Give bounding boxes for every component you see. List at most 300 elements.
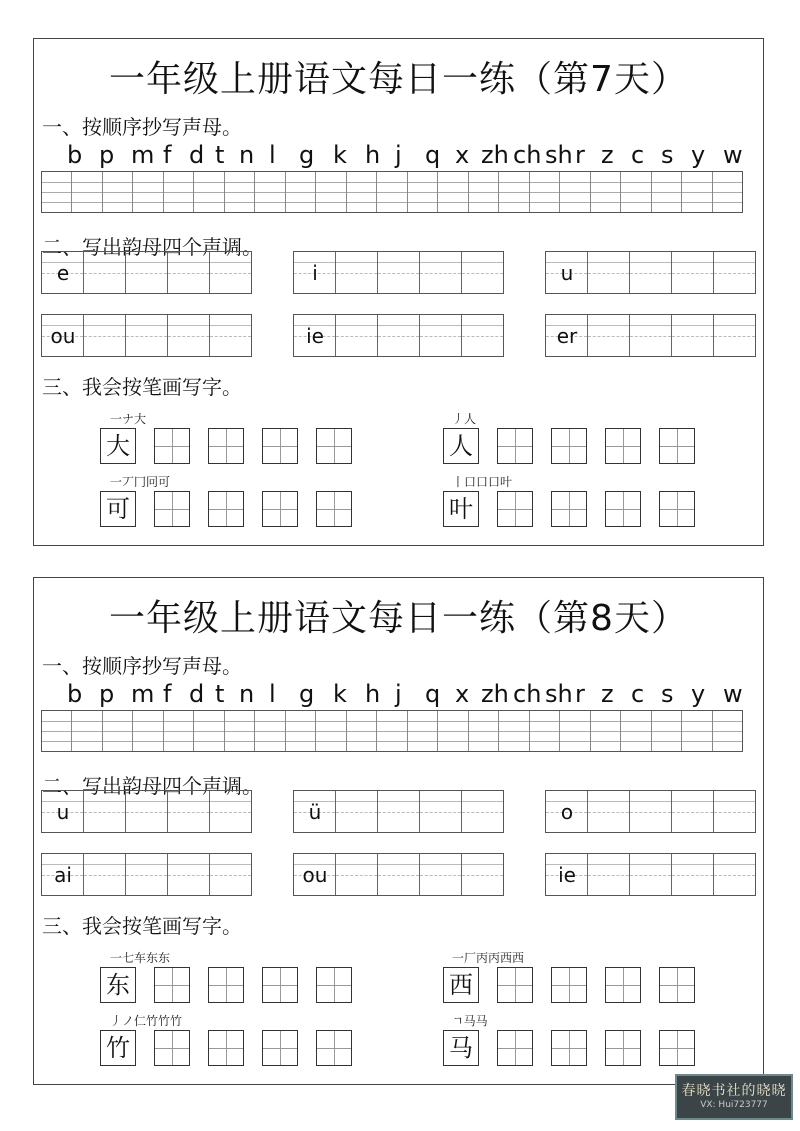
- grid-cell[interactable]: [254, 172, 284, 212]
- practice-char-box[interactable]: [154, 428, 190, 464]
- guide-line: [316, 741, 345, 742]
- tone-cell[interactable]: [377, 252, 419, 293]
- grid-cell[interactable]: [315, 711, 345, 751]
- guide-line: [672, 864, 713, 865]
- tone-cell[interactable]: [209, 252, 251, 293]
- tone-cell[interactable]: [419, 854, 461, 895]
- section-heading-tones: 二、写出韵母四个声调。: [42, 235, 262, 259]
- tian-guide-v: [515, 968, 516, 1002]
- consonant-letter: s: [661, 141, 674, 169]
- guide-line: [378, 812, 419, 813]
- vowel-tone-box[interactable]: [545, 853, 756, 896]
- grid-cell[interactable]: [71, 711, 101, 751]
- practice-char-box[interactable]: [208, 1030, 244, 1066]
- guide-line: [408, 182, 437, 183]
- guide-line: [462, 864, 503, 865]
- guide-line: [682, 182, 711, 183]
- guide-line: [210, 273, 251, 274]
- guide-line: [462, 325, 503, 326]
- guide-line: [286, 741, 315, 742]
- sample-char: 马: [444, 1031, 478, 1065]
- consonant-letter: y: [691, 680, 706, 708]
- guide-line: [621, 721, 650, 722]
- grid-cell[interactable]: [315, 172, 345, 212]
- tone-cell[interactable]: [83, 252, 125, 293]
- guide-line: [682, 202, 711, 203]
- practice-char-box[interactable]: [316, 428, 352, 464]
- practice-char-box[interactable]: [316, 967, 352, 1003]
- guide-line: [347, 741, 376, 742]
- consonant-letter: x: [455, 141, 470, 169]
- grid-cell[interactable]: [712, 172, 742, 212]
- tone-cell[interactable]: [125, 252, 167, 293]
- guide-line: [621, 731, 650, 732]
- grid-cell[interactable]: [651, 172, 681, 212]
- tian-guide-v: [623, 492, 624, 526]
- tone-cell[interactable]: [587, 791, 629, 832]
- guide-line: [652, 741, 681, 742]
- copy-writing-grid[interactable]: [41, 710, 743, 752]
- consonant-letter: ch: [513, 680, 542, 708]
- guide-line: [714, 812, 755, 813]
- guide-line: [469, 741, 498, 742]
- guide-line: [168, 325, 209, 326]
- guide-line: [336, 273, 377, 274]
- tone-cell[interactable]: [83, 791, 125, 832]
- grid-cell[interactable]: [620, 711, 650, 751]
- guide-line: [420, 336, 461, 337]
- guide-line: [499, 731, 528, 732]
- grid-cell[interactable]: [224, 711, 254, 751]
- tian-guide-v: [569, 492, 570, 526]
- tone-cell[interactable]: [377, 315, 419, 356]
- consonant-letter: l: [269, 141, 276, 169]
- vowel-label: ou: [50, 324, 76, 348]
- grid-cell[interactable]: [468, 711, 498, 751]
- grid-cell[interactable]: [620, 172, 650, 212]
- vowel-label: er: [556, 324, 578, 348]
- tone-cell[interactable]: [125, 315, 167, 356]
- stamp-text: 春晓书社的晓晓: [681, 1083, 787, 1099]
- guide-line: [682, 731, 711, 732]
- tone-cell[interactable]: [461, 791, 503, 832]
- tone-cell[interactable]: [671, 791, 713, 832]
- tone-cell[interactable]: [377, 854, 419, 895]
- guide-line: [378, 336, 419, 337]
- tian-guide-v: [226, 968, 227, 1002]
- consonant-letter: r: [575, 141, 585, 169]
- vowel-tone-box[interactable]: [545, 790, 756, 833]
- grid-cell[interactable]: [590, 172, 620, 212]
- guide-line: [72, 192, 101, 193]
- grid-cell[interactable]: [651, 711, 681, 751]
- consonant-letter: g: [299, 141, 315, 169]
- grid-cell[interactable]: [193, 711, 223, 751]
- grid-cell[interactable]: [407, 711, 437, 751]
- guide-line: [286, 721, 315, 722]
- tian-guide-v: [172, 429, 173, 463]
- guide-line: [133, 721, 162, 722]
- guide-line: [286, 192, 315, 193]
- guide-line: [713, 202, 742, 203]
- practice-char-box[interactable]: [605, 1030, 641, 1066]
- grid-cell[interactable]: [346, 172, 376, 212]
- practice-char-box[interactable]: [659, 967, 695, 1003]
- consonant-letter: s: [661, 680, 674, 708]
- guide-line: [420, 864, 461, 865]
- tian-guide-v: [623, 429, 624, 463]
- guide-line: [630, 875, 671, 876]
- practice-char-box[interactable]: [262, 491, 298, 527]
- guide-line: [84, 864, 125, 865]
- guide-line: [255, 202, 284, 203]
- grid-cell[interactable]: [346, 711, 376, 751]
- guide-line: [499, 741, 528, 742]
- practice-char-box[interactable]: [208, 491, 244, 527]
- guide-line: [126, 273, 167, 274]
- guide-line: [194, 741, 223, 742]
- guide-line: [588, 875, 629, 876]
- guide-line: [420, 812, 461, 813]
- consonant-letter: y: [691, 141, 706, 169]
- stroke-order: 一丆冂冋可: [110, 475, 171, 489]
- practice-char-box[interactable]: [154, 1030, 190, 1066]
- tone-cell[interactable]: [461, 315, 503, 356]
- guide-line: [336, 812, 377, 813]
- consonant-letter: z: [601, 680, 614, 708]
- guide-line: [225, 192, 254, 193]
- sample-char: 东: [101, 968, 135, 1002]
- guide-line: [225, 182, 254, 183]
- tone-cell[interactable]: [419, 252, 461, 293]
- guide-line: [225, 721, 254, 722]
- guide-line: [499, 182, 528, 183]
- tone-cell[interactable]: [335, 791, 377, 832]
- guide-line: [714, 325, 755, 326]
- vowel-tone-box[interactable]: [545, 314, 756, 357]
- guide-line: [438, 182, 467, 183]
- guide-line: [72, 182, 101, 183]
- guide-line: [316, 182, 345, 183]
- vowel-tone-box[interactable]: [41, 314, 252, 357]
- tone-cell[interactable]: [125, 791, 167, 832]
- consonant-letter: p: [99, 141, 115, 169]
- grid-cell[interactable]: [224, 172, 254, 212]
- practice-char-box[interactable]: [154, 967, 190, 1003]
- tone-cell[interactable]: [713, 791, 755, 832]
- tian-guide-v: [623, 1031, 624, 1065]
- vowel-label: ie: [558, 863, 576, 887]
- practice-char-box[interactable]: [605, 491, 641, 527]
- practice-char-box[interactable]: [262, 967, 298, 1003]
- guide-line: [630, 325, 671, 326]
- consonant-letter: l: [269, 680, 276, 708]
- vowel-label: o: [560, 800, 574, 824]
- guide-line: [469, 721, 498, 722]
- grid-cell[interactable]: [681, 711, 711, 751]
- grid-cell[interactable]: [590, 711, 620, 751]
- guide-line: [210, 864, 251, 865]
- consonant-letter: g: [299, 680, 315, 708]
- practice-char-box[interactable]: [551, 428, 587, 464]
- tone-cell[interactable]: [629, 854, 671, 895]
- grid-cell[interactable]: [559, 172, 589, 212]
- grid-cell[interactable]: [285, 172, 315, 212]
- guide-line: [621, 192, 650, 193]
- stroke-order: 丿人: [452, 412, 477, 426]
- tone-cell[interactable]: [461, 854, 503, 895]
- guide-line: [336, 262, 377, 263]
- tone-cell[interactable]: [587, 854, 629, 895]
- tian-guide-v: [515, 1031, 516, 1065]
- guide-line: [210, 325, 251, 326]
- vowel-tone-box[interactable]: [293, 251, 504, 294]
- tian-guide-v: [569, 1031, 570, 1065]
- practice-char-box[interactable]: [659, 1030, 695, 1066]
- guide-line: [194, 192, 223, 193]
- vowel-label: ü: [308, 800, 322, 824]
- guide-line: [210, 875, 251, 876]
- tian-guide-v: [569, 429, 570, 463]
- practice-char-box[interactable]: [605, 428, 641, 464]
- practice-char-box[interactable]: [551, 1030, 587, 1066]
- grid-cell[interactable]: [71, 172, 101, 212]
- guide-line: [560, 721, 589, 722]
- tian-guide-v: [677, 968, 678, 1002]
- tian-guide-v: [172, 492, 173, 526]
- guide-line: [420, 875, 461, 876]
- grid-cell[interactable]: [468, 172, 498, 212]
- grid-cell[interactable]: [163, 711, 193, 751]
- practice-char-box[interactable]: [605, 967, 641, 1003]
- guide-line: [438, 731, 467, 732]
- tone-cell[interactable]: [335, 854, 377, 895]
- guide-line: [630, 336, 671, 337]
- consonant-letter: p: [99, 680, 115, 708]
- practice-char-box[interactable]: [208, 967, 244, 1003]
- tone-cell[interactable]: [419, 791, 461, 832]
- guide-line: [126, 336, 167, 337]
- tone-cell[interactable]: [671, 252, 713, 293]
- tone-cell[interactable]: [83, 854, 125, 895]
- grid-cell[interactable]: [437, 711, 467, 751]
- practice-char-box[interactable]: [497, 967, 533, 1003]
- grid-cell[interactable]: [163, 172, 193, 212]
- guide-line: [378, 864, 419, 865]
- vowel-tone-box[interactable]: [293, 853, 504, 896]
- grid-cell[interactable]: [376, 172, 406, 212]
- consonant-letter: f: [163, 141, 172, 169]
- guide-line: [377, 731, 406, 732]
- guide-line: [672, 812, 713, 813]
- grid-cell[interactable]: [42, 711, 71, 751]
- tian-guide-v: [677, 492, 678, 526]
- guide-line: [682, 721, 711, 722]
- guide-line: [591, 741, 620, 742]
- practice-char-box[interactable]: [659, 491, 695, 527]
- tone-cell[interactable]: [83, 315, 125, 356]
- tone-cell[interactable]: [629, 315, 671, 356]
- vowel-tone-box[interactable]: [41, 853, 252, 896]
- tone-cell[interactable]: [209, 315, 251, 356]
- tian-guide-v: [280, 1031, 281, 1065]
- guide-line: [103, 721, 132, 722]
- practice-char-box[interactable]: [262, 1030, 298, 1066]
- guide-line: [225, 202, 254, 203]
- tone-cell[interactable]: [335, 315, 377, 356]
- section-heading-tones: 二、写出韵母四个声调。: [42, 774, 262, 798]
- vowel-tone-box[interactable]: [41, 251, 252, 294]
- guide-line: [42, 721, 71, 722]
- guide-line: [126, 801, 167, 802]
- page-title: 一年级上册语文每日一练（第7天）: [109, 59, 688, 100]
- guide-line: [714, 336, 755, 337]
- guide-line: [133, 741, 162, 742]
- guide-line: [255, 731, 284, 732]
- tian-guide-v: [334, 429, 335, 463]
- guide-line: [42, 731, 71, 732]
- guide-line: [194, 182, 223, 183]
- guide-line: [72, 731, 101, 732]
- tian-guide-v: [280, 492, 281, 526]
- tone-cell[interactable]: [167, 252, 209, 293]
- guide-line: [530, 721, 559, 722]
- tone-cell[interactable]: [461, 252, 503, 293]
- section-heading-consonants: 一、按顺序抄写声母。: [42, 654, 242, 678]
- practice-char-box[interactable]: [497, 491, 533, 527]
- tone-cell[interactable]: [713, 854, 755, 895]
- tian-guide-v: [226, 492, 227, 526]
- guide-line: [420, 325, 461, 326]
- consonant-letters: [41, 141, 749, 171]
- grid-cell[interactable]: [681, 172, 711, 212]
- tian-guide-v: [172, 968, 173, 1002]
- grid-cell[interactable]: [42, 172, 71, 212]
- guide-line: [347, 731, 376, 732]
- guide-line: [591, 721, 620, 722]
- guide-line: [621, 202, 650, 203]
- guide-line: [133, 182, 162, 183]
- tian-guide-v: [569, 968, 570, 1002]
- grid-cell[interactable]: [193, 172, 223, 212]
- practice-char-box[interactable]: [316, 1030, 352, 1066]
- guide-line: [210, 801, 251, 802]
- practice-char-box[interactable]: [497, 1030, 533, 1066]
- vowel-tone-box[interactable]: [293, 790, 504, 833]
- tone-cell[interactable]: [167, 791, 209, 832]
- grid-cell[interactable]: [132, 711, 162, 751]
- grid-cell[interactable]: [285, 711, 315, 751]
- guide-line: [438, 202, 467, 203]
- practice-char-box[interactable]: [551, 491, 587, 527]
- guide-line: [84, 273, 125, 274]
- guide-line: [462, 875, 503, 876]
- tone-cell[interactable]: [671, 315, 713, 356]
- tone-cell[interactable]: [377, 791, 419, 832]
- vowel-tone-box[interactable]: [293, 314, 504, 357]
- tian-guide-v: [677, 429, 678, 463]
- section-heading-strokes: 三、我会按笔画写字。: [42, 375, 242, 399]
- grid-cell[interactable]: [437, 172, 467, 212]
- guide-line: [164, 731, 193, 732]
- practice-char-box[interactable]: [154, 491, 190, 527]
- stamp-contact: VX: Hui723777: [700, 1100, 768, 1110]
- copy-writing-grid[interactable]: [41, 171, 743, 213]
- grid-cell[interactable]: [559, 711, 589, 751]
- consonant-letter: zh: [481, 680, 509, 708]
- tone-cell[interactable]: [671, 854, 713, 895]
- tone-cell[interactable]: [629, 791, 671, 832]
- tone-cell[interactable]: [587, 252, 629, 293]
- guide-line: [714, 262, 755, 263]
- vowel-tone-box[interactable]: [545, 251, 756, 294]
- grid-cell[interactable]: [529, 172, 559, 212]
- guide-line: [378, 801, 419, 802]
- stroke-order: ㄱ马马: [452, 1014, 488, 1028]
- guide-line: [408, 721, 437, 722]
- grid-cell[interactable]: [529, 711, 559, 751]
- tone-cell[interactable]: [125, 854, 167, 895]
- vowel-label: u: [56, 800, 70, 824]
- tian-guide-v: [226, 429, 227, 463]
- guide-line: [194, 721, 223, 722]
- grid-cell[interactable]: [132, 172, 162, 212]
- grid-cell[interactable]: [102, 711, 132, 751]
- tone-cell[interactable]: [629, 252, 671, 293]
- guide-line: [420, 262, 461, 263]
- tone-cell[interactable]: [209, 791, 251, 832]
- guide-line: [225, 731, 254, 732]
- guide-line: [560, 202, 589, 203]
- tone-cell[interactable]: [713, 252, 755, 293]
- grid-cell[interactable]: [498, 711, 528, 751]
- guide-line: [530, 202, 559, 203]
- consonant-letter: w: [723, 680, 743, 708]
- grid-cell[interactable]: [498, 172, 528, 212]
- guide-line: [499, 192, 528, 193]
- grid-cell[interactable]: [376, 711, 406, 751]
- tone-cell[interactable]: [209, 854, 251, 895]
- guide-line: [72, 721, 101, 722]
- tone-cell[interactable]: [167, 854, 209, 895]
- guide-line: [103, 192, 132, 193]
- guide-line: [652, 202, 681, 203]
- tone-cell[interactable]: [713, 315, 755, 356]
- guide-line: [126, 325, 167, 326]
- practice-char-box[interactable]: [262, 428, 298, 464]
- tone-cell[interactable]: [419, 315, 461, 356]
- grid-cell[interactable]: [102, 172, 132, 212]
- guide-line: [255, 182, 284, 183]
- tone-cell[interactable]: [587, 315, 629, 356]
- grid-cell[interactable]: [254, 711, 284, 751]
- vowel-tone-box[interactable]: [41, 790, 252, 833]
- practice-char-box[interactable]: [208, 428, 244, 464]
- tone-cell[interactable]: [167, 315, 209, 356]
- practice-char-box[interactable]: [659, 428, 695, 464]
- practice-char-box[interactable]: [316, 491, 352, 527]
- tone-cell[interactable]: [335, 252, 377, 293]
- guide-line: [194, 731, 223, 732]
- vowel-label: e: [56, 261, 70, 285]
- practice-char-box[interactable]: [497, 428, 533, 464]
- guide-line: [316, 731, 345, 732]
- grid-cell[interactable]: [712, 711, 742, 751]
- practice-char-box[interactable]: [551, 967, 587, 1003]
- grid-cell[interactable]: [407, 172, 437, 212]
- guide-line: [336, 325, 377, 326]
- guide-line: [377, 202, 406, 203]
